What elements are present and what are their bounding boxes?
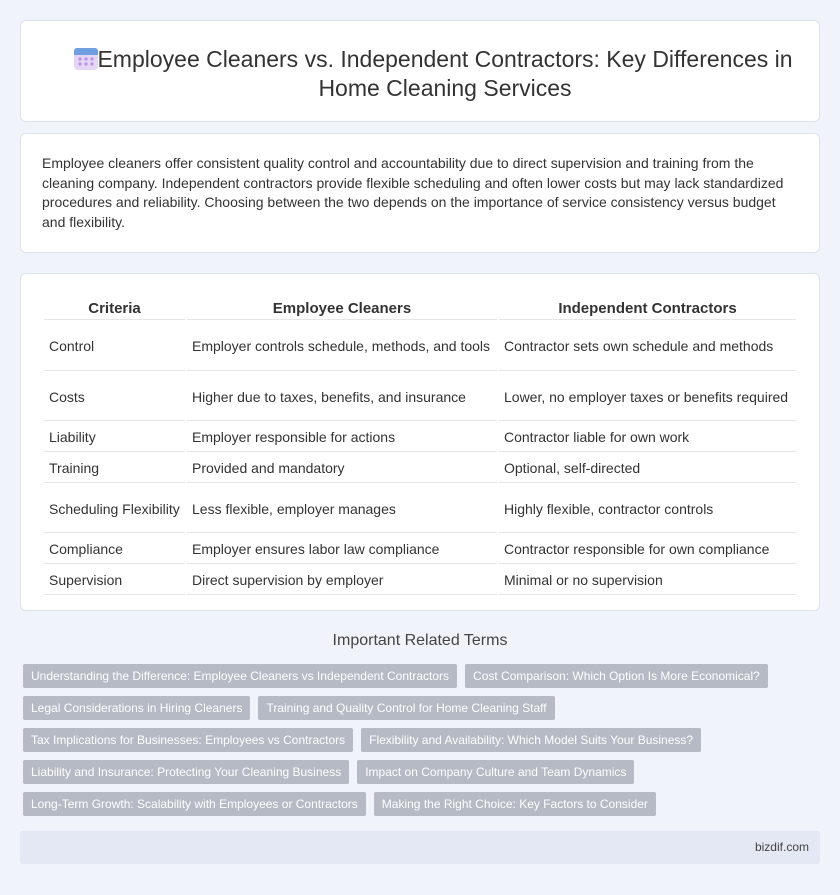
table-row	[44, 566, 796, 595]
header-criteria: Criteria	[44, 296, 185, 320]
cell-contractor: Lower, no employer taxes or benefits required	[499, 373, 796, 421]
cell-contractor: Contractor responsible for own compliance	[499, 535, 796, 564]
cell-criteria: Liability	[44, 423, 185, 452]
intro-card	[20, 133, 820, 253]
cell-contractor: Contractor liable for own work	[499, 423, 796, 452]
related-term-tag[interactable]: Cost Comparison: Which Option Is More Economical?	[465, 664, 768, 688]
cell-contractor: Optional, self-directed	[499, 454, 796, 483]
related-term-tag[interactable]: Long-Term Growth: Scalability with Employees or Contractors	[23, 792, 366, 816]
cell-criteria: Costs	[44, 373, 185, 421]
cell-employee: Less flexible, employer manages	[187, 485, 497, 533]
footer-site-link[interactable]: bizdif.com	[754, 840, 809, 854]
related-term-tag[interactable]: Understanding the Difference: Employee Cleaners vs Independent Contractors	[23, 664, 457, 688]
related-term-tag[interactable]: Legal Considerations in Hiring Cleaners	[23, 696, 250, 720]
related-term-tag[interactable]: Flexibility and Availability: Which Model Suits Your Business?	[361, 728, 701, 752]
intro-text: Employee cleaners offer consistent quality control and accountability due to direct supervision and training from the cleaning company. Independent contractors provide flexible scheduling and often lower costs but may lack standardized procedures and reliability. Choosing between the two depends on the importance of service consistency versus budget and flexibility.	[42, 155, 784, 230]
cell-criteria: Supervision	[44, 566, 185, 595]
related-terms-list	[23, 664, 823, 816]
cell-contractor: Contractor sets own schedule and methods	[499, 322, 796, 371]
related-term-tag[interactable]: Impact on Company Culture and Team Dynamics	[357, 760, 634, 784]
table-header-row	[44, 296, 796, 320]
header-independent-contractors: Independent Contractors	[499, 296, 796, 320]
comparison-table	[42, 294, 798, 597]
table-row	[44, 535, 796, 564]
cell-criteria: Control	[44, 322, 185, 371]
table-row	[44, 485, 796, 533]
related-terms-title: Important Related Terms	[332, 632, 508, 649]
cell-contractor: Minimal or no supervision	[499, 566, 796, 595]
cell-contractor: Highly flexible, contractor controls	[499, 485, 796, 533]
comparison-card	[20, 273, 820, 611]
table-row	[44, 322, 796, 371]
table-row	[44, 373, 796, 421]
table-row	[44, 454, 796, 483]
cell-employee: Provided and mandatory	[187, 454, 497, 483]
header-employee-cleaners: Employee Cleaners	[187, 296, 497, 320]
cell-criteria: Training	[44, 454, 185, 483]
related-term-tag[interactable]: Making the Right Choice: Key Factors to Consider	[374, 792, 656, 816]
related-term-tag[interactable]: Liability and Insurance: Protecting Your Cleaning Business	[23, 760, 349, 784]
cell-employee: Employer controls schedule, methods, and tools	[187, 322, 497, 371]
cell-employee: Employer responsible for actions	[187, 423, 497, 452]
footer	[20, 831, 820, 864]
related-term-tag[interactable]: Training and Quality Control for Home Cleaning Staff	[258, 696, 554, 720]
cell-criteria: Scheduling Flexibility	[44, 485, 185, 533]
related-term-tag[interactable]: Tax Implications for Businesses: Employees vs Contractors	[23, 728, 353, 752]
header-card	[20, 20, 820, 122]
cell-employee: Higher due to taxes, benefits, and insurance	[187, 373, 497, 421]
cell-criteria: Compliance	[44, 535, 185, 564]
page-title: Employee Cleaners vs. Independent Contractors: Key Differences in Home Cleaning Services	[97, 46, 793, 101]
table-row	[44, 423, 796, 452]
cell-employee: Direct supervision by employer	[187, 566, 497, 595]
cell-employee: Employer ensures labor law compliance	[187, 535, 497, 564]
